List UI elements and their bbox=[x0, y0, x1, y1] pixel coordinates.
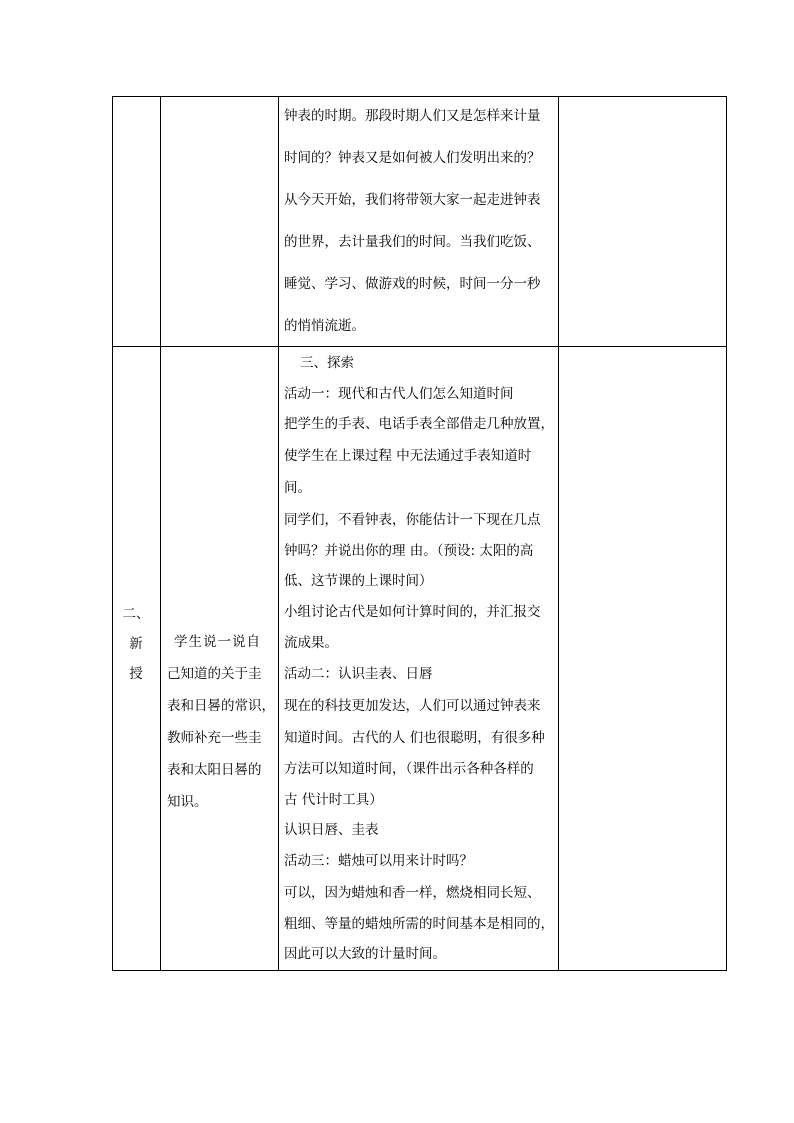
row1-line: 从今天开始，我们将带领大家一起走进钟表 bbox=[284, 192, 541, 208]
content-line: 使学生在上课过程 中无法通过手表知道时 bbox=[284, 448, 532, 464]
column-line-3 bbox=[278, 96, 279, 971]
stage-label-char: 授 bbox=[129, 666, 143, 682]
student-line: 教师补充一些圭 bbox=[167, 730, 262, 746]
student-line: 学生说一说自 bbox=[174, 634, 261, 650]
content-line: 可以，因为蜡烛和香一样，燃烧相同长短、 bbox=[284, 885, 541, 901]
activity-title: 活动一：现代和古代人们怎么知道时间 bbox=[284, 386, 514, 402]
section-heading: 三、探索 bbox=[300, 355, 354, 371]
row1-line: 钟表的时期。那段时期人们又是怎样来计量 bbox=[284, 108, 541, 124]
content-line: 认识日唇、圭表 bbox=[284, 822, 379, 838]
content-line: 小组讨论古代是如何计算时间的，并汇报交 bbox=[284, 604, 541, 620]
column-line-1 bbox=[112, 96, 113, 971]
student-line: 表和太阳日晷的 bbox=[167, 762, 262, 778]
activity-title: 活动三：蜡烛可以用来计时吗？ bbox=[284, 853, 473, 869]
content-line: 现在的科技更加发达，人们可以通过钟表来 bbox=[284, 698, 541, 714]
column-line-4 bbox=[558, 96, 559, 971]
content-line: 因此可以大致的计量时间。 bbox=[284, 946, 446, 962]
row1-line: 时间的？钟表又是如何被人们发明出来的？ bbox=[284, 150, 541, 166]
content-line: 把学生的手表、电话手表全部借走几种放置， bbox=[284, 416, 554, 432]
row1-line: 的悄悄流逝。 bbox=[284, 318, 365, 334]
stage-label-number: 二、 bbox=[122, 606, 150, 622]
content-line: 知道时间。古代的人 们也很聪明，有很多种 bbox=[284, 730, 545, 746]
student-line: 表和日晷的常识， bbox=[167, 698, 275, 714]
student-line: 知识。 bbox=[167, 794, 208, 810]
content-line: 间。 bbox=[284, 480, 311, 496]
row-divider bbox=[112, 346, 727, 347]
content-line: 低、这节课的上课时间） bbox=[284, 573, 433, 589]
row1-line: 的世界，去计量我们的时间。当我们吃饭、 bbox=[284, 234, 541, 250]
column-line-5 bbox=[726, 96, 727, 971]
column-line-2 bbox=[160, 96, 161, 971]
row1-line: 睡觉、学习、做游戏的时候，时间一分一秒 bbox=[284, 276, 541, 292]
student-line: 己知道的关于圭 bbox=[167, 666, 262, 682]
content-line: 粗细、等量的蜡烛所需的时间基本是相同的， bbox=[284, 916, 554, 932]
content-line: 钟吗？并说出你的理 由。（预设: 太阳的高 bbox=[284, 543, 534, 559]
activity-title: 活动二：认识圭表、日唇 bbox=[284, 666, 433, 682]
table-top-border bbox=[112, 96, 727, 97]
stage-label-char: 新 bbox=[129, 636, 143, 652]
content-line: 古 代计时工具） bbox=[284, 792, 383, 808]
content-line: 流成果。 bbox=[284, 635, 338, 651]
content-line: 同学们，不看钟表，你能估计一下现在几点 bbox=[284, 512, 541, 528]
table-bottom-border bbox=[112, 970, 727, 971]
content-line: 方法可以知道时间，（课件出示各种各样的 bbox=[284, 761, 534, 777]
